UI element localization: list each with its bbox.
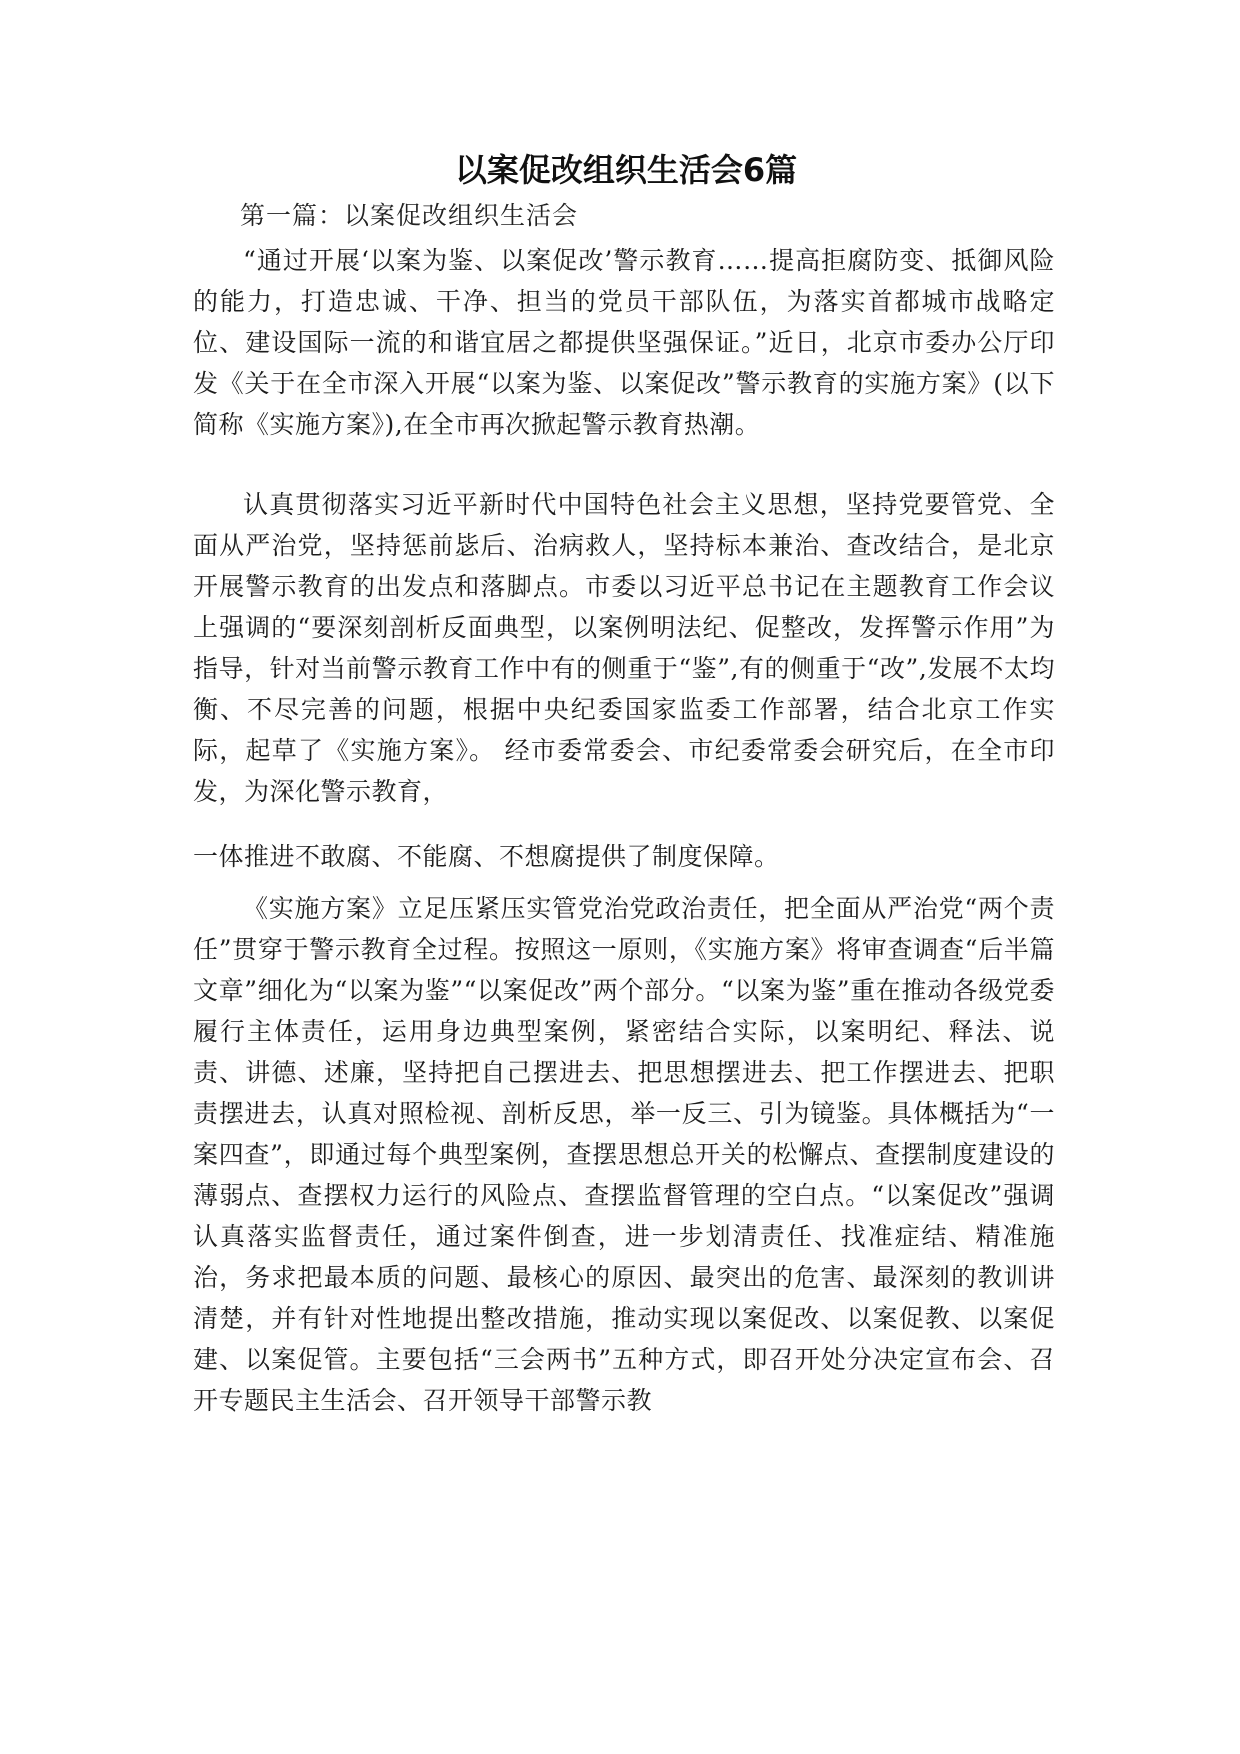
body-paragraph-2-block <box>193 484 1055 822</box>
body-paragraph-3-block <box>193 836 1055 887</box>
body-paragraph: 认真贯彻落实习近平新时代中国特色社会主义思想，坚持党要管党、全面从严治党，坚持惩前毖后、治病救人，坚持标本兼治、查改结合，是北京开展警示教育的出发点和落脚点。市委以习近平总书记在主题教育工作会议上强调的“要深刻剖析反面典型，以案例明法纪、促整改，发挥警示作用”为指导，针对当前警示教育工作中有的侧重于“鉴”,有的侧重于“改”,发展不太均衡、不尽完善的问题，根据中央纪委国家监委工作部署，结合北京工作实际，起草了《实施方案》。 经市委常委会、市纪委常委会研究后，在全市印发，为深化警示教育， <box>193 490 1055 806</box>
document-title: 以案促改组织生活会6篇 <box>454 151 798 189</box>
section-heading: 第一篇：以案促改组织生活会 <box>240 201 579 230</box>
body-paragraph-4-block <box>193 888 1055 1431</box>
body-paragraph: “通过开展‘以案为鉴、以案促改’警示教育……提高拒腐防变、抵御风险的能力，打造忠诚、干净、担当的党员干部队伍，为落实首都城市战略定位、建设国际一流的和谐宜居之都提供坚强保证。”近日，北京市委办公厅印发《关于在全市深入开展“以案为鉴、以案促改”警示教育的实施方案》(以下简称《实施方案》),在全市再次掀起警示教育热潮。 <box>193 246 1055 439</box>
body-paragraph: 一体推进不敢腐、不能腐、不想腐提供了制度保障。 <box>193 842 780 871</box>
body-paragraph: 《实施方案》立足压紧压实管党治党政治责任，把全面从严治党“两个责任”贯穿于警示教育全过程。按照这一原则，《实施方案》将审查调查“后半篇文章”细化为“以案为鉴”“以案促改”两个部分。“以案为鉴”重在推动各级党委履行主体责任，运用身边典型案例，紧密结合实际，以案明纪、释法、说责、讲德、述廉，坚持把自己摆进去、把思想摆进去、把工作摆进去、把职责摆进去，认真对照检视、剖析反思，举一反三、引为镜鉴。具体概括为“一案四查”，即通过每个典型案例，查摆思想总开关的松懈点、查摆制度建设的薄弱点、查摆权力运行的风险点、查摆监督管理的空白点。“以案促改”强调认真落实监督责任，通过案件倒查，进一步划清责任、找准症结、精准施治，务求把最本质的问题、最核心的原因、最突出的危害、最深刻的教训讲清楚，并有针对性地提出整改措施，推动实现以案促改、以案促教、以案促建、以案促管。主要包括“三会两书”五种方式，即召开处分决定宣布会、召开专题民主生活会、召开领导干部警示教 <box>193 894 1055 1415</box>
body-paragraph-1-block <box>193 240 1055 455</box>
